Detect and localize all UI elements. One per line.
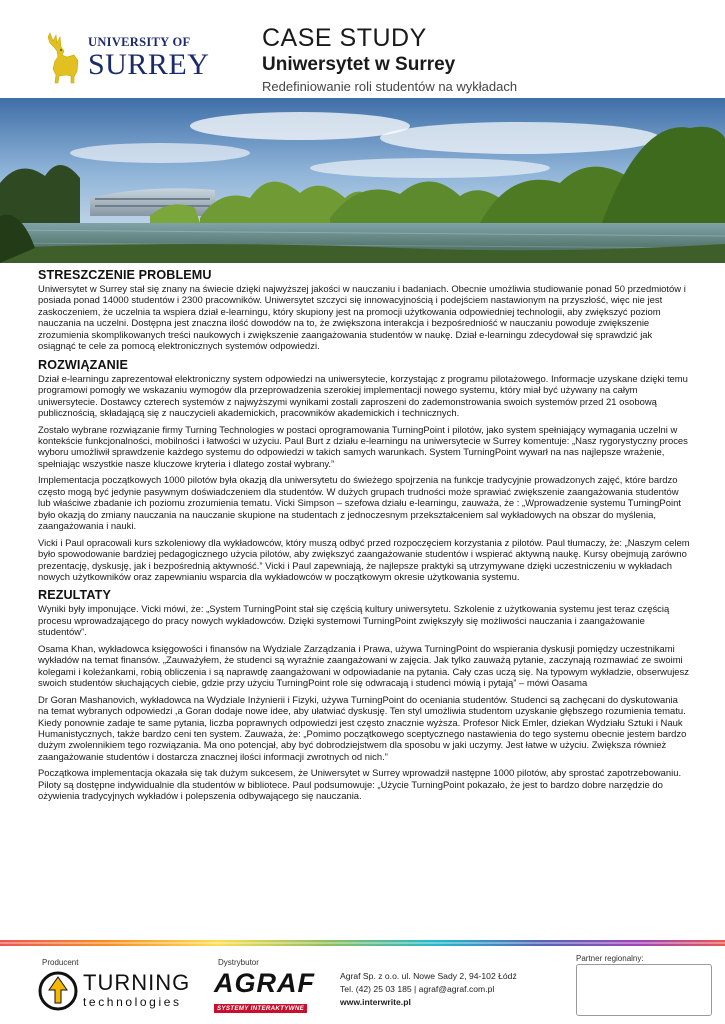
solution-paragraph: Dział e-learningu zaprezentował elektroniczny system odpowiedzi na uniwersytecie, korzystając z programu pilotażowego. Informacje uzyskane dzięki temu programowi pomogły we wskazaniu wymogów dla przeprowadzenia szerokiej implementacji nowego systemu, który miał być używany na całym uniwersytecie. Dostawcy czterech systemów z najwyższymi wynikami zostali zaproszeni do zademonstrowania swoich systemów przed 21 osobową publicznością, składającą się z nauczycieli akademickich, pracowników akademickich i technicznych. [38, 373, 688, 420]
footer [0, 948, 725, 1024]
turning-arrow-icon [38, 970, 78, 1012]
rainbow-divider [0, 935, 725, 945]
section-heading-solution: ROZWIĄZANIE [38, 357, 128, 372]
phone-email: Tel. (42) 25 03 185 | agraf@agraf.com.pl [340, 984, 495, 994]
page-title: Uniwersytet w Surrey [262, 54, 456, 75]
turning-sub: technologies [83, 995, 182, 1009]
turning-technologies-logo [38, 970, 203, 1014]
turning-name: TURNING [83, 970, 191, 995]
partner-label: Partner regionalny: [576, 954, 644, 963]
header [0, 0, 725, 98]
address: Agraf Sp. z o.o. ul. Nowe Sady 2, 94-102 Łódź [340, 971, 517, 981]
solution-paragraph: Vicki i Paul opracowali kurs szkoleniowy dla wykładowców, który muszą odbyć przed rozpoczęciem korzystania z pilotów. Paul tłumaczy, że: „Naszym celem było spowodowanie bardziej pedagogicznego użycia pilotów, aby zwiększyć zaangażowanie studentów i wspierać aktywną naukę. Kursy obejmują zarówno prezentację, dyskusję, jak i bezpośrednią aktywność.” Vicki i Paul zapewniają, że najlepsze praktyki są utrzymywane dzięki uczestniczeniu w wykładach nowych użytkowników oraz zapewnianiu wsparcia dla wykładowców w początkowym okresie użytkowania systemu. [38, 537, 690, 583]
case-study-label: CASE STUDY [262, 24, 427, 52]
contact-info [340, 970, 517, 1009]
distributor-label: Dystrybutor [218, 958, 259, 967]
section-heading-problem: STRESZCZENIE PROBLEMU [38, 268, 212, 282]
logo-university-of: UNIVERSITY OF [88, 34, 191, 49]
section-heading-results: REZULTATY [38, 588, 111, 603]
campus-photo [0, 98, 725, 263]
results-paragraph: Osama Khan, wykładowca księgowości i finansów na Wydziale Zarządzania i Prawa, używa TurningPoint do wspierania dyskusji pomiędzy uczestnikami wykładów na temat finansów. „Zauważyłem, że studenci są wyraźnie zaangażowani w zajęcia. Jak tylko zauważą pytanie, zaczynają rozmawiać ze swoimi kolegami i koleżankami, robią obliczenia i są naprawdę zaangażowani w odpowiadanie na pytania. Cały czas uczą się. Na typowym wykładzie, obserwujesz swoich studentów słuchających ciebie, gdzie przy użyciu TurningPoint role się odwracają i studenci mówią i pytają” – mówi Oasama [38, 643, 689, 690]
results-paragraph: Dr Goran Mashanovich, wykładowca na Wydziale Inżynierii i Fizyki, używa TurningPoint do oceniania studentów. Studenci są zachęcani do dyskutowania na temat wybranych odpowiedzi ,a Goran dodaje nowe idee, aby ułatwiać dyskusję. Ten styl umożliwia studentom uzyskanie głębszego rozumienia tematu. Kiedy ponownie zadaje te same pytania, liczba poprawnych odpowiedzi jest często znacznie wyższa. Profesor Nick Emler, dziekan Wydziału Sztuki i Nauk Humanistycznych, także bardzo ceni ten system. Zauważa, że: „Pomimo początkowego sceptycznego nastawienia do tego systemu obecnie jestem bardzo dużym zwolennikiem tego rozwiązania. Ma ono potencjał, aby być dobrodziejstwem dla sposobu w jaki uczymy. Jest łatwe w użyciu. Zwiększa również zaangażowanie studentów i dostarcza znacznej ilości informacji zwrotnych od nich.” [38, 694, 687, 763]
stag-icon [44, 31, 82, 85]
producer-label: Producent [42, 958, 79, 967]
title-block [262, 26, 702, 94]
article-body [38, 268, 690, 808]
partner-box [576, 964, 712, 1016]
results-paragraph: Wyniki były imponujące. Vicki mówi, że: „System TurningPoint stał się częścią kultury uniwersytetu. Szkolenie z użytkowania systemu jest teraz częścią procesu wprowadzającego do pracy nowych wykładowców. Dzięki systemowi TurningPoint zwiększyły się możliwości nauczania i zaangażowanie studentów”. [38, 604, 670, 639]
agraf-name: AGRAF [214, 968, 315, 998]
university-of-surrey-logo [44, 30, 224, 86]
website-link[interactable]: www.interwrite.pl [340, 997, 411, 1007]
results-paragraph: Początkowa implementacja okazała się tak dużym sukcesem, że Uniwersytet w Surrey wprowadził następne 1000 pilotów, aby sprostać zapotrzebowaniu. Piloty są dostępne indywidualnie dla studentów w bibliotece. Paul podsumowuje: „Użycie TurningPoint pokazało, że jest to bardzo dobre narzędzie do ożywienia tradycyjnych wykładów i polepszenia odbywającego się nauczania. [38, 768, 682, 803]
solution-paragraph: Zostało wybrane rozwiązanie firmy Turning Technologies w postaci oprogramowania TurningPoint i pilotów, jako system spełniający wymagania uczelni w kontekście funkcjonalności, mobilności i łatwości w użyciu. Paul Burt z działu e-learningu na uniwersytecie w Surrey komentuje: „Nasz rygorystyczny proces wyboru umożliwił sprawdzenie każdego systemu do odpowiedzi w takich samych warunkach. System TurningPoint wywarł na nas najlepsze wrażenie, spełniając wszystkie nasze kluczowe kryteria i dlatego został wybrany.” [38, 424, 688, 470]
solution-paragraph: Implementacja początkowych 1000 pilotów była okazją dla uniwersytetu do świeżego spojrzenia na funkcje tradycyjnie prowadzonych zajęć, które bardzo często mogą być jedynie pasywnym doświadczeniem dla studentów. W dużych grupach trudności może sprawiać zwiększenie zaangażowania studentów lub właściwe zbadanie ich poziomu zrozumienia tematu. Vicki Simpson – szefowa działu e-learningu, zauważa, że : „Wprowadzenie systemu TurningPoint było okazją do zmiany nauczania na nauczanie skupione na studentach z jednoczesnym przekształceniem sal wykładowych na obszar do myślenia, zaangażowania i nauki. [38, 475, 681, 533]
problem-paragraph: Uniwersytet w Surrey stał się znany na świecie dzięki najwyższej jakości w nauczaniu i badaniach. Obecnie umożliwia studiowanie ponad 50 przedmiotów i posiada ponad 14000 studentów i 2300 pracowników. Uniwersytet szczyci się innowacyjnością i podejściem nastawionym na przyszłość, więc nie jest zaskoczeniem, że uczelnia ta wspiera dział e-learningu, który skupiony jest na promocji użytkowania odpowiedniej technologii, aby zwiększyć poziom nauczania na uczelni. Dostępna jest znaczna ilość dowodów na to, że zwiększona interakcja i bezpośredniość w nauczaniu powoduje zwiększenie zrozumienia skomplikowanych treści naukowych i zwiększenie zaangażowania studentów w naukę. Dział e-learningu zdecydował się sprawdzić jak osiągnąć te cele za pomocą elektronicznych systemów odpowiedzi. [38, 284, 686, 353]
logo-surrey: SURREY [88, 48, 210, 82]
agraf-tagline: SYSTEMY INTERAKTYWNE [214, 1004, 307, 1013]
agraf-logo [214, 970, 326, 1014]
page-subtitle: Redefiniowanie roli studentów na wykładach [262, 78, 518, 94]
